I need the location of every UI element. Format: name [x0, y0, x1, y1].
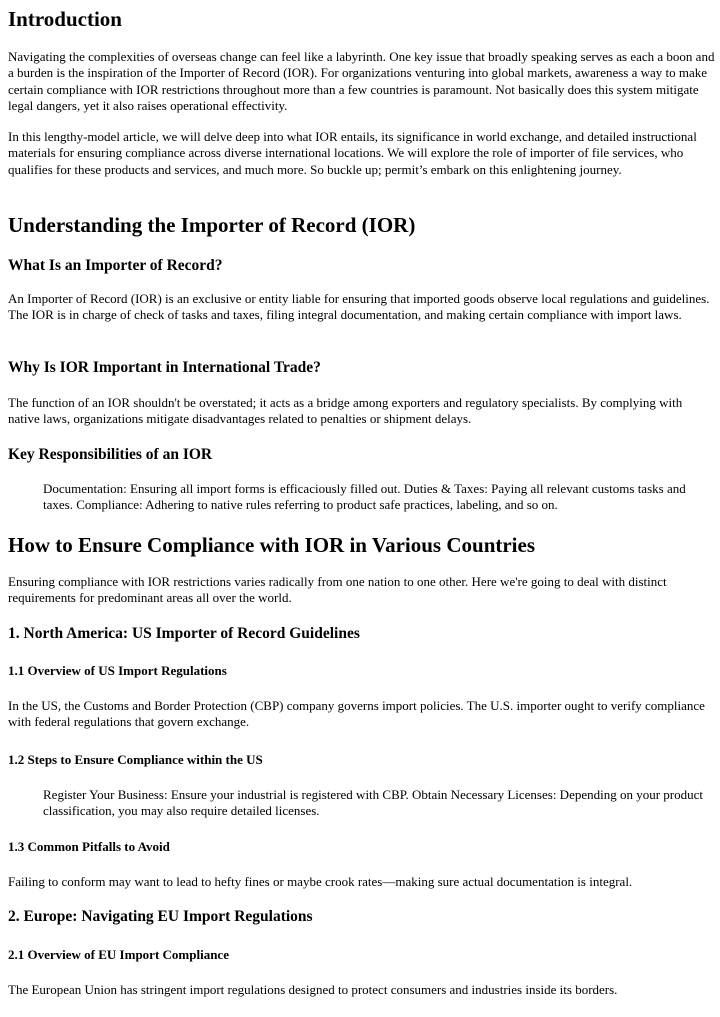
us-pitfalls-heading: 1.3 Common Pitfalls to Avoid — [8, 839, 170, 854]
responsibilities-heading: Key Responsibilities of an IOR — [8, 446, 213, 463]
what-is-ior-paragraph: An Importer of Record (IOR) is an exclusive or entity liable for ensuring that imported goods observe local regulations and guidelines. The IOR is in charge of check of tasks and taxes, filing integral documentation, and making certain compliance with import laws. — [8, 291, 710, 323]
intro-paragraph-1: Navigating the complexities of overseas change can feel like a labyrinth. One key issue that broadly speaking serves as each a boon and a burden is the inspiration of the Importer of Record (IOR). For organizations venturing into global markets, awareness a way to make certain compliance with IOR restrictions throughout more than a few countries is paramount. Not basically does this system mitigate legal dangers, yet it also raises operational effectivity. — [8, 49, 715, 113]
us-overview-heading: 1.1 Overview of US Import Regulations — [8, 663, 227, 678]
what-is-ior-heading: What Is an Importer of Record? — [8, 257, 223, 274]
responsibilities-paragraph: Documentation: Ensuring all import forms is efficaciously filled out. Duties & Taxes: Paying all relevant customs tasks and taxes. Compliance: Adhering to native rules referring to product safe practices, labeling, and so on. — [43, 481, 686, 513]
eu-overview-heading: 2.1 Overview of EU Import Compliance — [8, 947, 229, 962]
us-steps-heading: 1.2 Steps to Ensure Compliance within the US — [8, 752, 263, 767]
us-pitfalls-paragraph: Failing to conform may want to lead to hefty fines or maybe crook rates—making sure actual documentation is integral. — [8, 874, 633, 889]
us-steps-paragraph: Register Your Business: Ensure your industrial is registered with CBP. Obtain Necessary Licenses: Depending on your product classification, you may also require detailed licenses. — [43, 787, 704, 819]
europe-heading: 2. Europe: Navigating EU Import Regulations — [8, 908, 313, 925]
us-overview-paragraph: In the US, the Customs and Border Protection (CBP) company governs import policies. The U.S. importer ought to verify compliance with federal regulations that govern exchange. — [8, 698, 705, 730]
why-ior-paragraph: The function of an IOR shouldn't be overstated; it acts as a bridge among exporters and regulatory specialists. By complying with native laws, organizations mitigate disadvantages related to penalties or shipment delays. — [8, 395, 683, 427]
understanding-heading: Understanding the Importer of Record (IOR) — [8, 213, 416, 237]
compliance-paragraph: Ensuring compliance with IOR restrictions varies radically from one nation to one other. Here we're going to deal with distinct requirements for predominant areas all over the world. — [8, 574, 667, 606]
compliance-heading: How to Ensure Compliance with IOR in Various Countries — [8, 533, 536, 557]
eu-overview-paragraph: The European Union has stringent import regulations designed to protect consumers and industries inside its borders. — [8, 982, 618, 997]
intro-paragraph-2: In this lengthy-model article, we will delve deep into what IOR entails, its significance in world exchange, and detailed instructional materials for ensuring compliance across diverse international locations. We will explore the role of importer of file services, who qualifies for these products and services, and much more. So buckle up; permit’s embark on this enlightening journey. — [8, 129, 697, 177]
why-ior-heading: Why Is IOR Important in International Trade? — [8, 359, 321, 376]
intro-heading: Introduction — [8, 7, 122, 31]
north-america-heading: 1. North America: US Importer of Record Guidelines — [8, 625, 360, 642]
